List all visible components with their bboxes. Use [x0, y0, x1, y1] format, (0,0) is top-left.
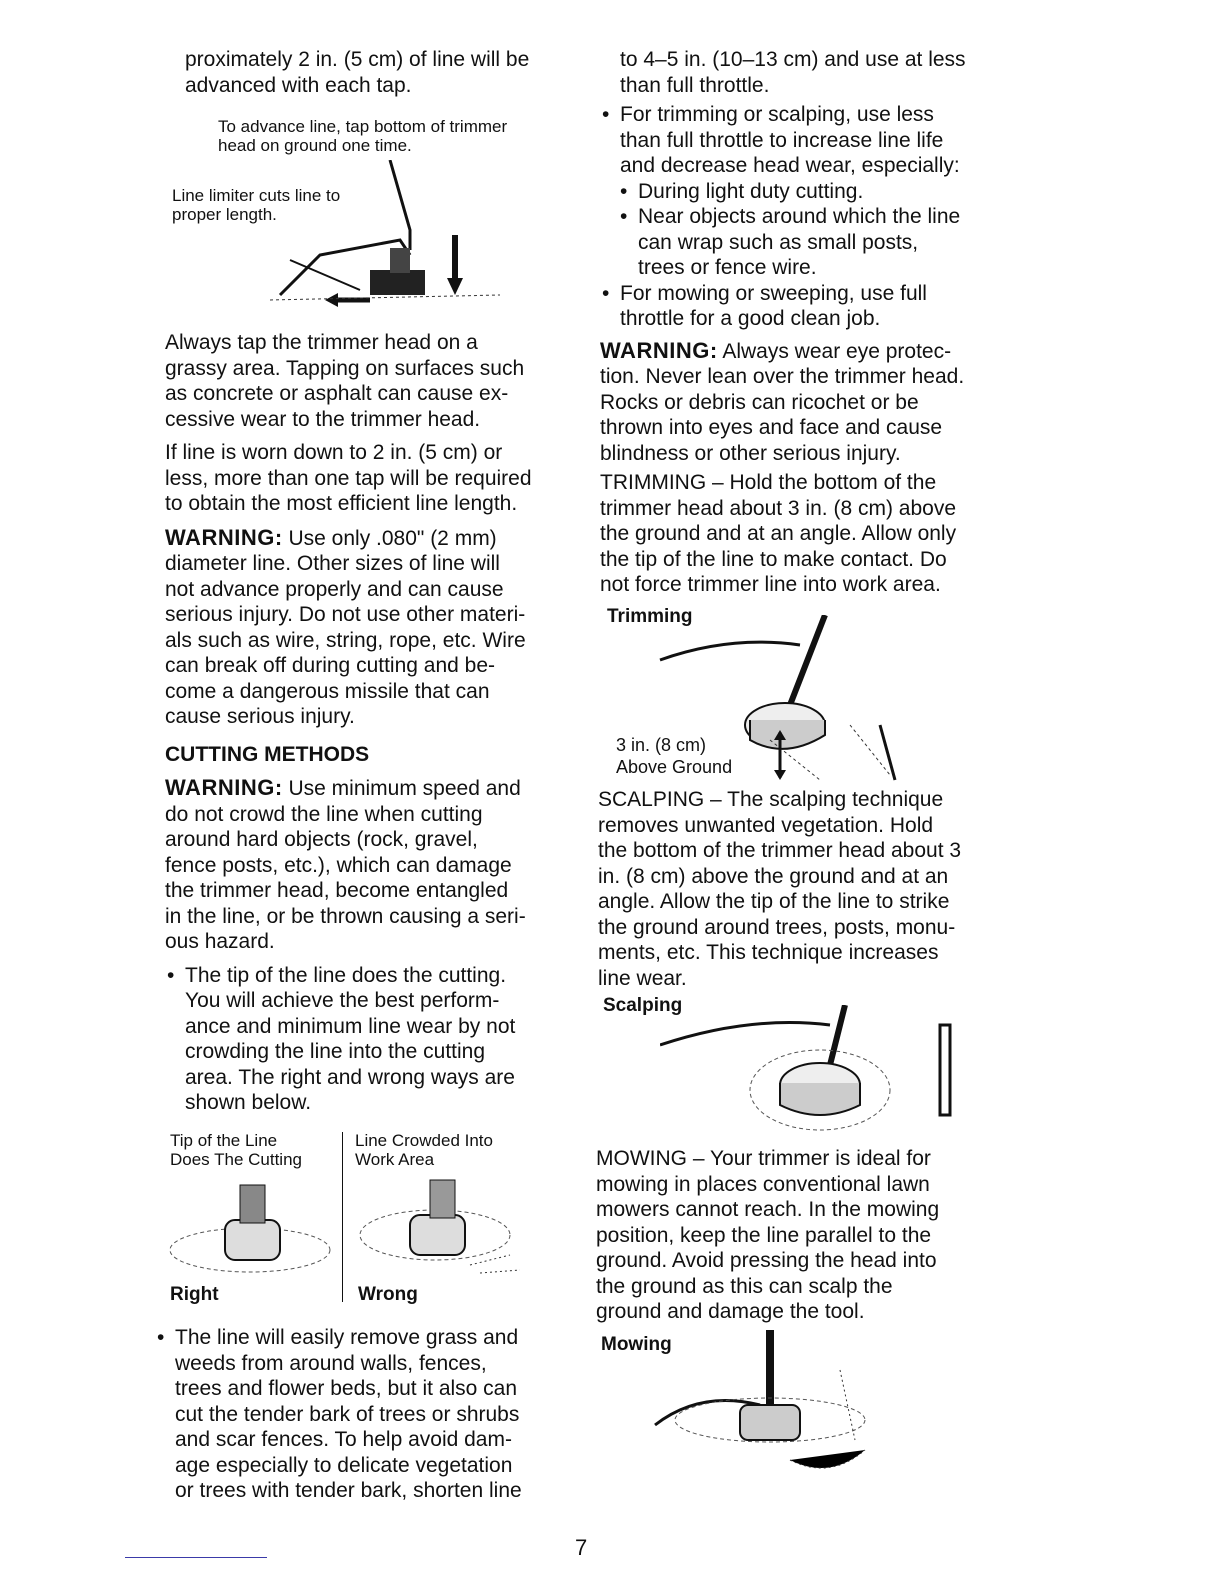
- warning-label: WARNING:: [600, 337, 718, 363]
- wrong-way-illustration: [350, 1175, 530, 1285]
- text-line: removes unwanted vegetation. Hold: [598, 813, 934, 837]
- scalping-illustration: [660, 1005, 980, 1145]
- text-line: ous hazard.: [165, 930, 275, 953]
- text-line: the bottom of the trimmer head about 3: [598, 839, 962, 862]
- text-line: advanced with each tap.: [185, 73, 412, 97]
- text-line: MOWING – Your trimmer is ideal for: [596, 1147, 931, 1170]
- text-line: If line is worn down to 2 in. (5 cm) or: [165, 441, 503, 464]
- warning-label: WARNING:: [165, 524, 283, 550]
- text-line: come a dangerous missile that can: [165, 679, 490, 703]
- warning-line-size: [165, 525, 532, 730]
- bullet-paragraph: [155, 1325, 522, 1504]
- text-line: Always tap the trimmer head on a: [165, 331, 478, 354]
- intro-text: [185, 47, 529, 98]
- text-line: • The tip of the line does the cutting.: [185, 963, 507, 987]
- text-line: position, keep the line parallel to the: [596, 1223, 932, 1247]
- text-line: do not crowd the line when cutting: [165, 802, 483, 826]
- scalping-paragraph: [598, 787, 961, 991]
- text-line: shown below.: [185, 1091, 312, 1114]
- text-line: Use only .080" (2 mm): [282, 526, 497, 550]
- footer-rule: [125, 1557, 267, 1558]
- mowing-paragraph: [596, 1146, 939, 1325]
- text-line: serious injury. Do not use other materi-: [165, 603, 526, 626]
- warning-label: WARNING:: [165, 775, 283, 800]
- text-line: grassy area. Tapping on surfaces such: [165, 356, 525, 380]
- text-line: the tip of the line to make contact. Do: [600, 547, 947, 571]
- text-line: Use minimum speed and: [282, 777, 521, 800]
- bullet-tip-cutting: [165, 963, 532, 1116]
- right-way-caption: [170, 1131, 302, 1169]
- paragraph-tap: [165, 330, 532, 432]
- text-line: ground. Avoid pressing the head into: [596, 1249, 937, 1272]
- text-line: mowing in places conventional lawn: [596, 1172, 930, 1196]
- text-line: or trees with tender bark, shorten line: [175, 1479, 522, 1502]
- text-line: TRIMMING – Hold the bottom of the: [600, 471, 937, 494]
- section-heading: CUTTING METHODS: [165, 742, 370, 766]
- caption-line: Line Crowded Into: [355, 1131, 493, 1150]
- caption-line: 3 in. (8 cm): [616, 735, 707, 755]
- text-line: ance and minimum line wear by not: [185, 1014, 516, 1038]
- bullet-throttle: [600, 102, 966, 179]
- text-line: Always wear eye protec-: [717, 339, 952, 363]
- text-line: als such as wire, string, rope, etc. Wire: [165, 628, 526, 652]
- body-left: [165, 330, 532, 1124]
- text-line: • For mowing or sweeping, use full: [620, 281, 927, 305]
- trimming-paragraph: [600, 470, 966, 598]
- text-line: mowers cannot reach. In the mowing: [596, 1198, 940, 1221]
- trimming-height-caption: [616, 734, 732, 778]
- text-line: age especially to delicate vegetation: [175, 1453, 513, 1477]
- text-line: trimmer head about 3 in. (8 cm) above: [600, 496, 956, 520]
- text-line: angle. Allow the tip of the line to strike: [598, 890, 950, 913]
- text-line: cause serious injury.: [165, 705, 355, 728]
- text-line: the ground around trees, posts, monu-: [598, 915, 956, 939]
- text-line: diameter line. Other sizes of line will: [165, 552, 500, 575]
- text-line: in the line, or be thrown causing a seri-: [165, 904, 526, 928]
- text-line: line wear.: [598, 966, 687, 990]
- text-line: can break off during cutting and be-: [165, 654, 496, 677]
- right-label: Right: [170, 1284, 219, 1305]
- text-line: and decrease head wear, especially:: [620, 154, 960, 177]
- wrong-label: Wrong: [358, 1284, 418, 1305]
- text-line: Rocks or debris can ricochet or be: [600, 390, 919, 414]
- text-line: as concrete or asphalt can cause ex-: [165, 382, 509, 405]
- text-line: trees and flower beds, but it also can: [175, 1377, 518, 1400]
- page-number: 7: [575, 1535, 588, 1560]
- mowing-figure-label: Mowing: [601, 1334, 672, 1355]
- text-line: trees or fence wire.: [638, 256, 817, 279]
- text-line: • During light duty cutting.: [638, 179, 864, 203]
- bullet-remove-grass: [155, 1325, 522, 1512]
- text-line: not advance properly and can cause: [165, 577, 504, 601]
- caption-line: proper length.: [172, 205, 277, 224]
- text-line: proximately 2 in. (5 cm) of line will be: [185, 48, 530, 71]
- text-line: than full throttle.: [620, 73, 770, 97]
- text-line: tion. Never lean over the trimmer head.: [600, 365, 965, 388]
- text-line: SCALPING – The scalping technique: [598, 788, 944, 811]
- caption-line: head on ground one time.: [218, 136, 412, 155]
- caption-line: To advance line, tap bottom of trimmer: [218, 117, 508, 136]
- text-line: thrown into eyes and face and cause: [600, 416, 943, 439]
- height-arrow-icon: [770, 730, 790, 780]
- text-line: cessive wear to the trimmer head.: [165, 407, 481, 431]
- caption-line: Above Ground: [616, 757, 733, 777]
- text-line: to obtain the most efficient line length.: [165, 492, 518, 515]
- text-line: to 4–5 in. (10–13 cm) and use at less: [620, 48, 966, 71]
- continued-text: [600, 47, 966, 98]
- trimmer-tap-illustration: [260, 160, 510, 310]
- caption-line: Does The Cutting: [170, 1150, 302, 1169]
- text-line: weeds from around walls, fences,: [175, 1351, 487, 1375]
- text-line: • Near objects around which the line: [638, 205, 961, 228]
- sub-bullet-near-objects: [600, 204, 966, 281]
- bullet-full-throttle: [600, 281, 966, 332]
- trimming-figure-label: Trimming: [607, 606, 693, 627]
- text-line: and scar fences. To help avoid dam-: [175, 1428, 512, 1451]
- warning-eye-protection: [600, 338, 966, 467]
- text-line: the trimmer head, become entangled: [165, 879, 509, 902]
- text-line: ground and damage the tool.: [596, 1300, 865, 1323]
- right-way-illustration: [165, 1175, 345, 1285]
- caption-line: Line limiter cuts line to: [172, 186, 341, 205]
- text-line: the ground as this can scalp the: [596, 1274, 893, 1298]
- text-line: the ground and at an angle. Allow only: [600, 522, 957, 545]
- caption-line: Tip of the Line: [170, 1131, 278, 1150]
- text-line: not force trimmer line into work area.: [600, 573, 941, 596]
- text-line: than full throttle to increase line life: [620, 128, 944, 152]
- text-line: • The line will easily remove grass and: [175, 1326, 519, 1349]
- body-right-top: [600, 47, 966, 606]
- wrong-way-caption: [355, 1131, 493, 1169]
- text-line: around hard objects (rock, gravel,: [165, 828, 478, 851]
- text-line: can wrap such as small posts,: [638, 230, 919, 254]
- text-line: throttle for a good clean job.: [620, 307, 881, 330]
- fig-tap-caption: [218, 117, 507, 155]
- text-line: • For trimming or scalping, use less: [620, 103, 934, 126]
- text-line: blindness or other serious injury.: [600, 441, 901, 465]
- text-line: area. The right and wrong ways are: [185, 1065, 515, 1089]
- text-line: less, more than one tap will be required: [165, 466, 532, 490]
- sub-bullet-light-duty: [600, 179, 966, 205]
- text-line: crowding the line into the cutting: [185, 1040, 486, 1063]
- mowing-illustration: [650, 1330, 890, 1500]
- warning-speed: [165, 775, 532, 955]
- text-line: You will achieve the best perform-: [185, 989, 500, 1012]
- text-line: ments, etc. This technique increases: [598, 941, 939, 964]
- text-line: fence posts, etc.), which can damage: [165, 853, 512, 877]
- paragraph-worn: [165, 440, 532, 517]
- text-line: in. (8 cm) above the ground and at an: [598, 864, 949, 888]
- scalping-figure-label: Scalping: [603, 995, 683, 1016]
- text-line: cut the tender bark of trees or shrubs: [175, 1402, 520, 1426]
- caption-line: Work Area: [355, 1150, 435, 1169]
